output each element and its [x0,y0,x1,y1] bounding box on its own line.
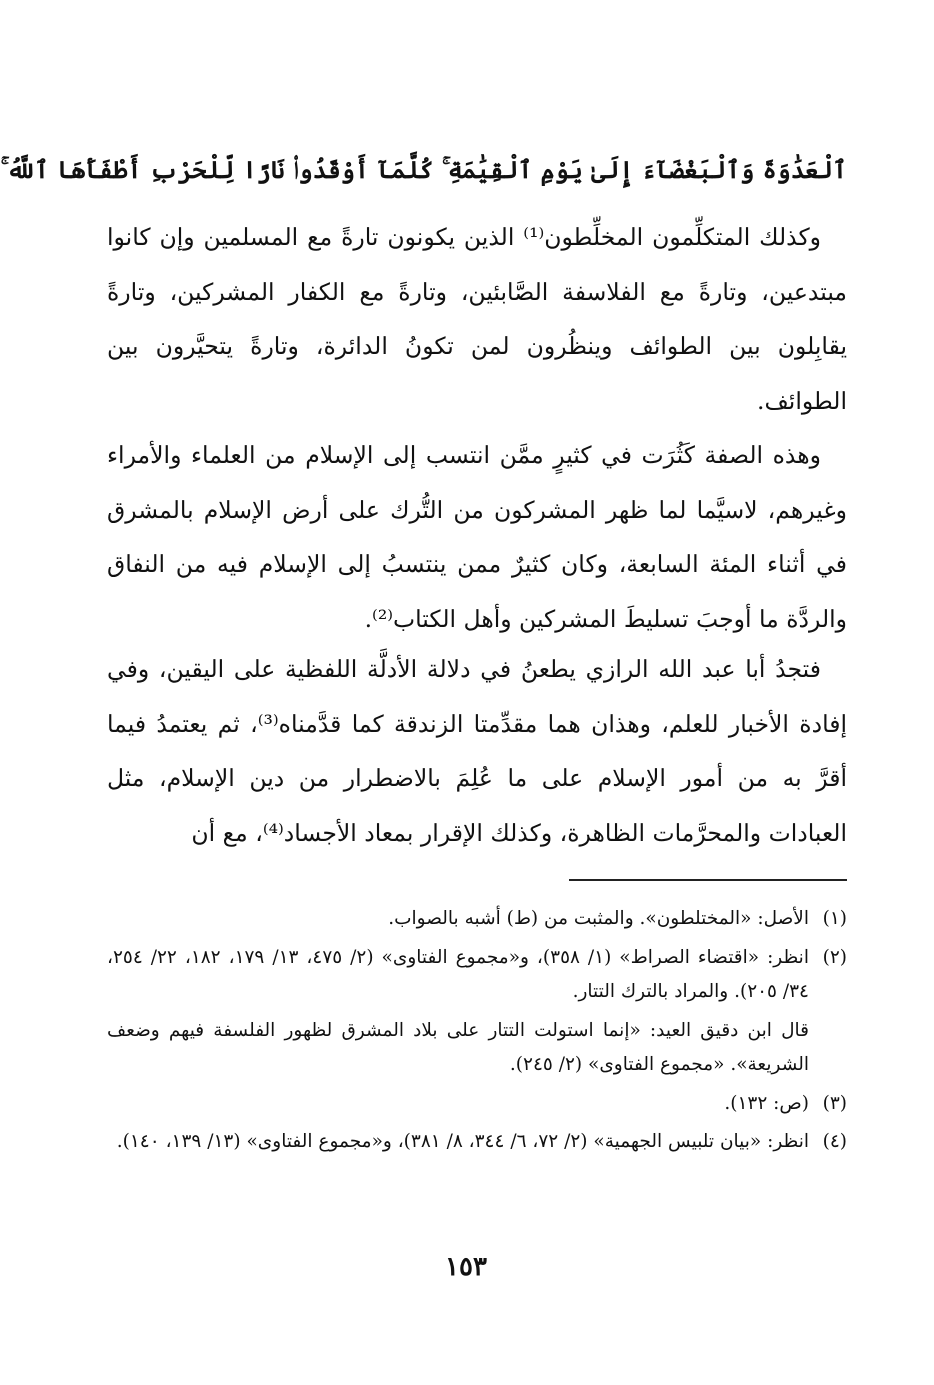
paragraph-mutakallimun [108,210,848,428]
footnote-4 [108,1125,848,1160]
body-paragraph: فتجدُ أبا عبد الله الرازي يطعنُ في دلالة الأدلَّة اللفظية على اليقين، وفي إفادة الأخبار للعلم، وهذان هما مقدِّمتا الزندقة كما قدَّمناه⁽³⁾، ثم يعتمدُ فيما أقرَّ به من أمور الإسلام على ما عُلِمَ بالاضطرار من دين الإسلام، مثل العبادات والمحرَّمات الظاهرة، وكذلك الإقرار بمعاد الأجساد⁽⁴⁾، مع أن [108,655,848,847]
footnote-3 [108,1087,848,1122]
footnote-1 [108,902,848,937]
footnote-text: انظر: «بيان تلبيس الجهمية» (٢/ ٧٢، ٦/ ٣٤٤، ٨/ ٣٨١)، و«مجموع الفتاوى» (١٣/ ١٣٩، ١٤٠). [117,1131,810,1152]
footnote-number: (٣) [823,1092,848,1114]
footnote-number: (١) [823,908,848,929]
footnote-2 [108,941,848,1010]
footnote-number: (٤) [823,1131,848,1152]
body-paragraph: وكذلك المتكلِّمون المخلِّطون⁽¹⁾ الذين يكونون تارةً مع المسلمين وإن كانوا مبتدعين، وتارةً مع الفلاسفة الصَّابئين، وتارةً مع الكفار المشركين، وتارةً يقابِلون بين الطوائف وينظُرون لمن تكونُ الدائرة، وتارةً يتحيَّرون بين الطوائف. [108,223,849,415]
quran-verse-text: ٱلْعَدَٰوَةَ وَٱلْبَغْضَآءَ إِلَىٰ يَوْمِ ٱلْقِيَٰمَةِ ۚ كُلَّمَآ أَوْقَدُوا۟ نَارًا لِّلْحَرْبِ أَطْفَأَهَا ٱللَّهُ ۚ [1,155,848,184]
footnote-number: (٢) [823,946,848,968]
footnotes [108,902,848,1164]
paragraph-turks [108,428,848,646]
page-number: ١٥٣ [446,1252,488,1282]
footnote-2-continuation: قال ابن دقيق العيد: «إنما استولت التتار على بلاد المشرق لظهور الفلسفة فيهم وضعف الشريعة». «مجموع الفتاوى» (٢/ ٢٤٥). [108,1019,810,1075]
paragraph-razi [108,642,848,860]
body-paragraph: وهذه الصفة كَثُرَت في كثيرٍ ممَّن انتسب إلى الإسلام من العلماء والأمراء وغيرهم، لاسيَّما لما ظهر المشركون من التُّرك على أرض الإسلام بالمشرق في أثناء المئة السابعة، وكان كثيرٌ ممن ينتسبُ إلى الإسلام فيه من النفاق والردَّة ما أوجبَ تسليطَ المشركين وأهل الكتاب⁽²⁾. [108,441,848,633]
footnote-text: (ص: ١٣٢). [725,1092,810,1114]
footnote-text: الأصل: «المختلطون». والمثبت من (ط) أشبه بالصواب. [389,908,810,929]
footnote-divider [570,879,848,881]
footnote-text: انظر: «اقتضاء الصراط» (١/ ٣٥٨)، و«مجموع الفتاوى» (٢/ ٤٧٥، ١٣/ ١٧٩، ١٨٢، ٢٢/ ٢٥٤، ٣٤/ ٢٠٥). والمراد بالترك التتار. [108,946,810,1002]
quran-verse-line [1,150,848,192]
